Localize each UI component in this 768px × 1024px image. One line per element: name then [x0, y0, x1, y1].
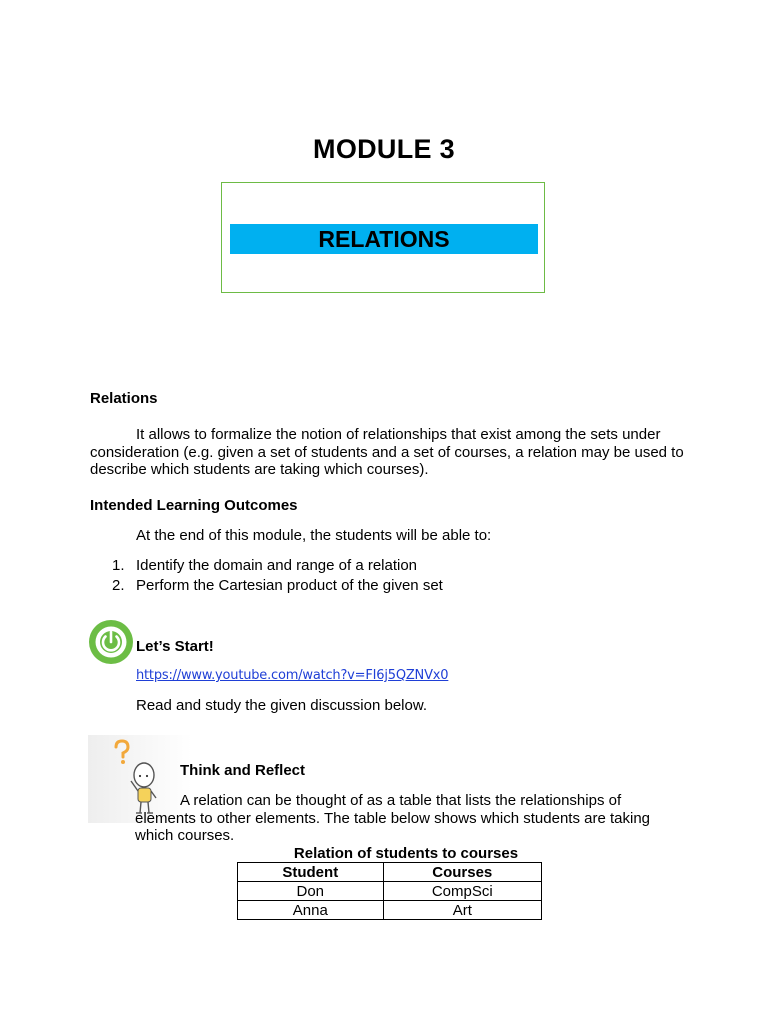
relations-heading: Relations: [90, 390, 158, 407]
ilo-heading: Intended Learning Outcomes: [90, 497, 298, 514]
table-cell: CompSci: [383, 882, 541, 901]
table-row: [238, 901, 542, 920]
ilo-intro: At the end of this module, the students will be able to:: [136, 527, 492, 544]
column-header-courses: Courses: [383, 863, 541, 882]
list-number: 1.: [112, 557, 125, 574]
power-icon: [88, 619, 134, 665]
list-item: [112, 577, 443, 595]
module-subtitle-banner: RELATIONS: [230, 224, 538, 254]
think-reflect-paragraph: [135, 792, 695, 845]
table-cell: Don: [238, 882, 384, 901]
youtube-link[interactable]: https://www.youtube.com/watch?v=FI6j5QZNVx0: [136, 668, 449, 683]
table-cell: Art: [383, 901, 541, 920]
table-row: [238, 882, 542, 901]
relation-table: [237, 862, 542, 920]
lets-start-heading: Let’s Start!: [136, 638, 214, 655]
list-item: [112, 557, 417, 575]
table-caption: Relation of students to courses: [293, 845, 519, 862]
table-cell: Anna: [238, 901, 384, 920]
think-reflect-heading: Think and Reflect: [180, 762, 306, 779]
read-instruction: Read and study the given discussion below.: [136, 697, 428, 714]
paragraph-line: elements to other elements. The table below shows which students are taking: [135, 809, 651, 827]
column-header-student: Student: [238, 863, 384, 882]
paragraph-line: A relation can be thought of as a table that lists the relationships of: [180, 792, 622, 809]
list-text: Perform the Cartesian product of the given set: [136, 577, 443, 594]
list-number: 2.: [112, 577, 125, 594]
table-header-row: [238, 863, 542, 882]
paragraph-line: which courses.: [135, 827, 235, 844]
module-title: MODULE 3: [313, 134, 455, 164]
list-text: Identify the domain and range of a relation: [136, 557, 418, 574]
relations-paragraph: It allows to formalize the notion of relationships that exist among the sets under consideration (e.g. given a set of students and a set of courses, a relation may be used to describe which students are taking which courses).: [90, 426, 684, 478]
